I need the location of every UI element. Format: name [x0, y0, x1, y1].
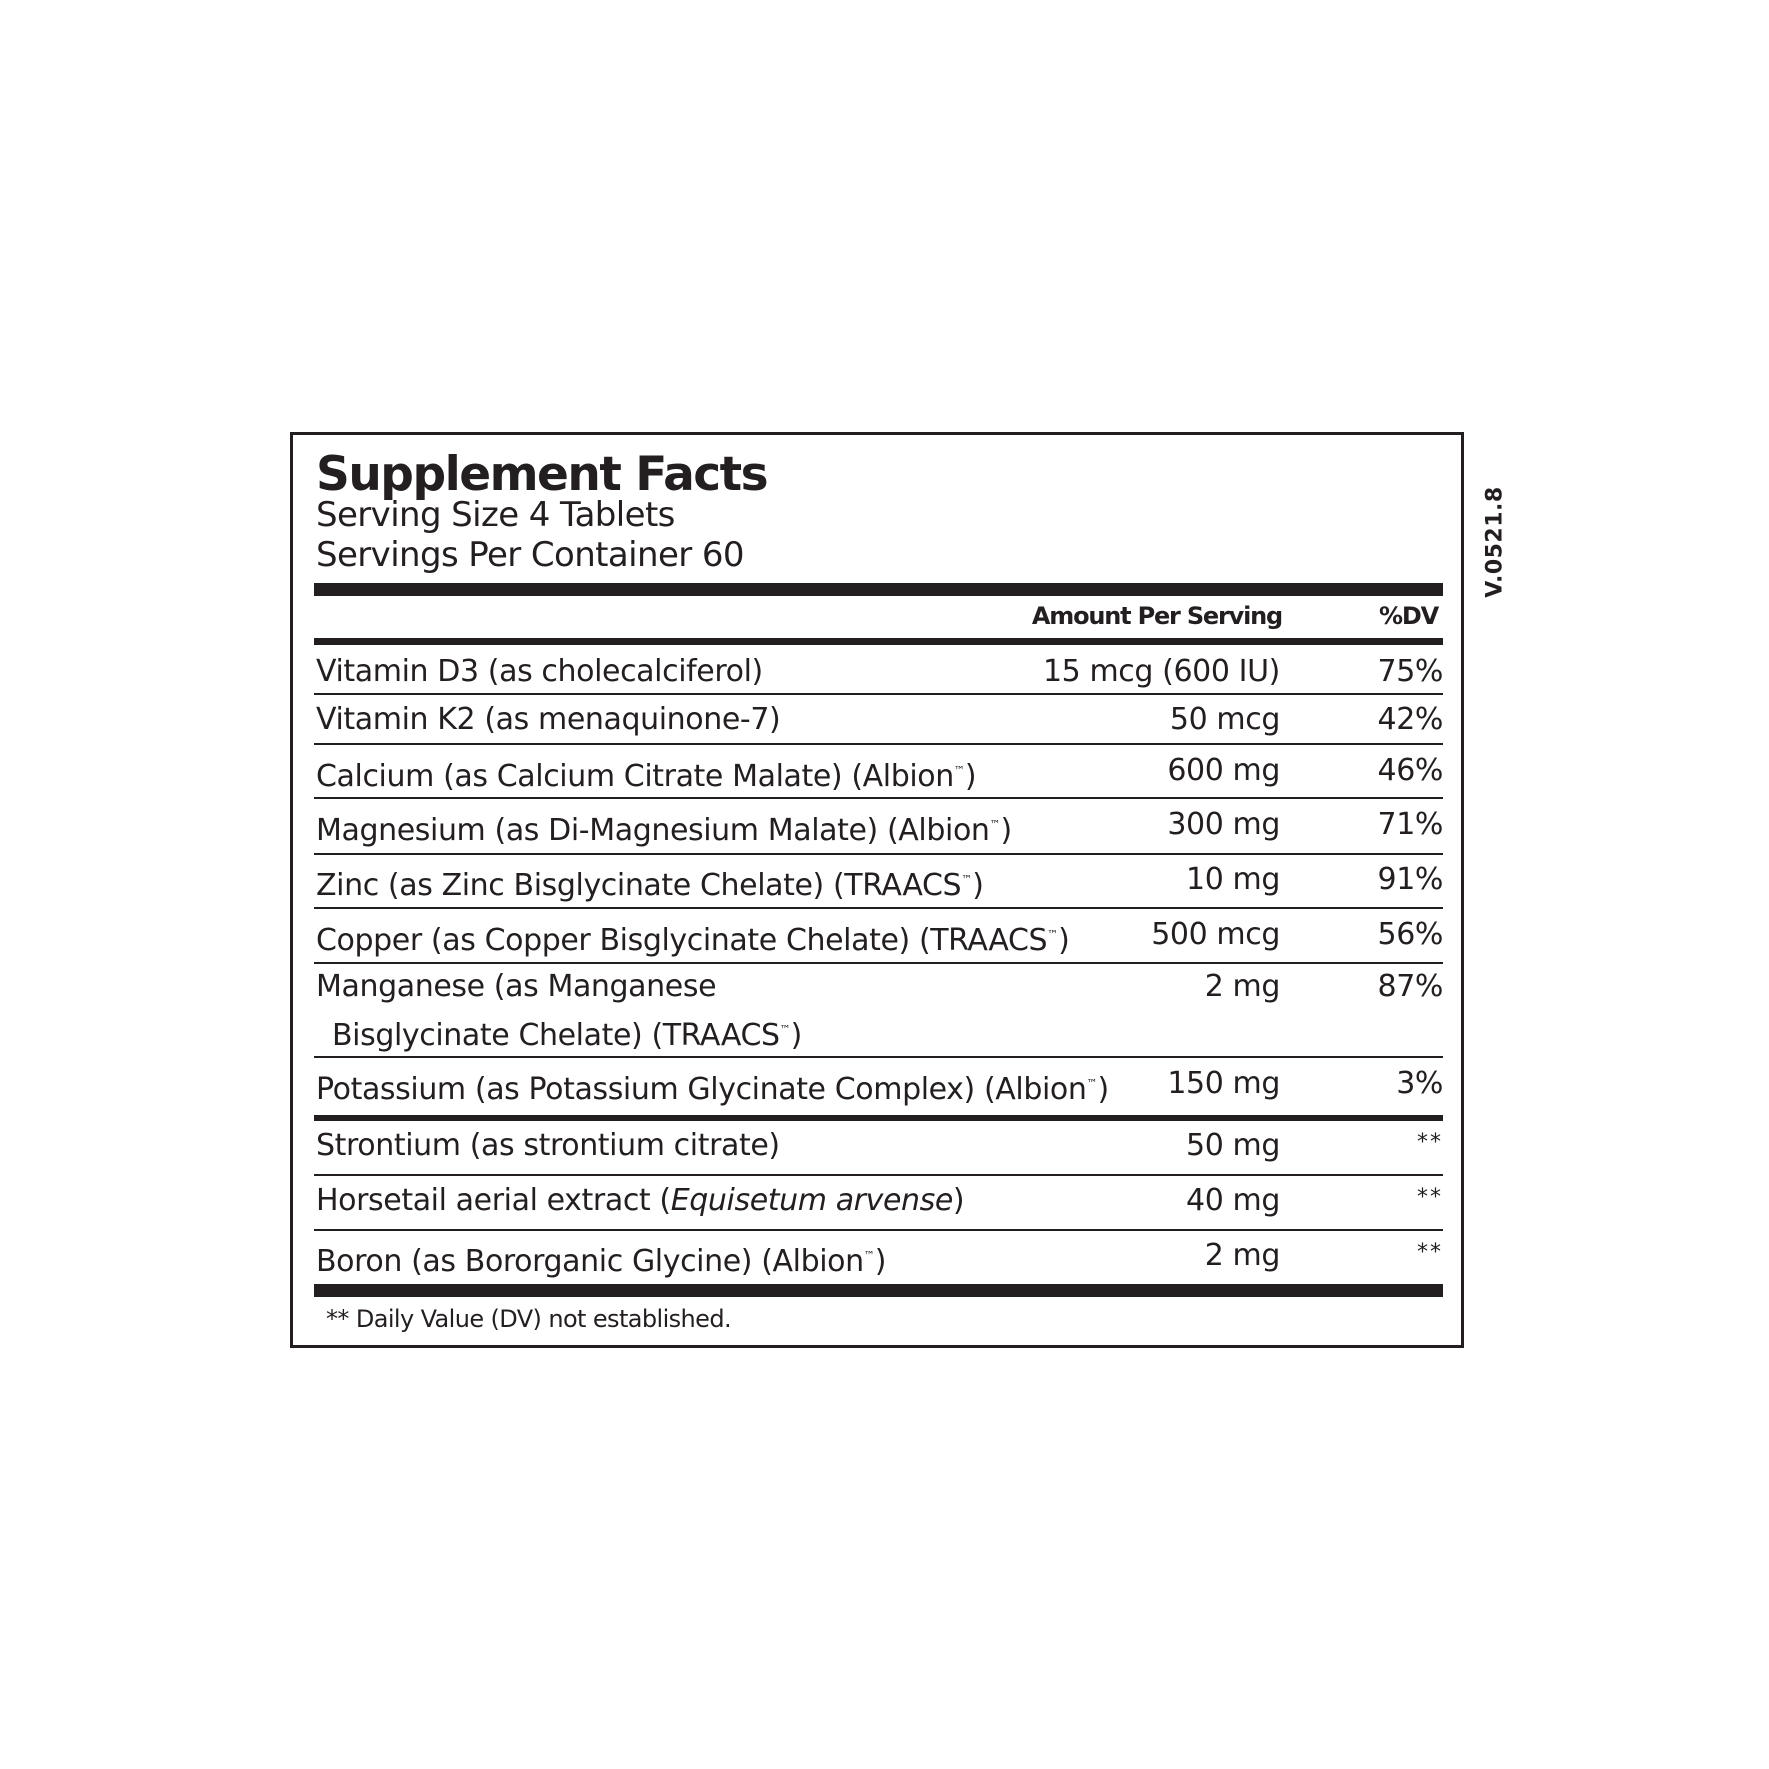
header-daily-value: %DV	[1379, 602, 1438, 630]
nutrient-amount: 600 mg	[1167, 753, 1280, 788]
nutrient-amount: 300 mg	[1167, 807, 1280, 842]
nutrient-amount: 15 mcg (600 IU)	[1042, 654, 1280, 689]
version-code-text: V.0521.8	[1482, 486, 1508, 598]
nutrient-name: Boron (as Bororganic Glycine) (Albion™)	[316, 1244, 887, 1279]
nutrient-dv: 56%	[1377, 917, 1443, 952]
nutrient-name: Magnesium (as Di-Magnesium Malate) (Albion™)	[316, 813, 1012, 848]
nutrient-name: Potassium (as Potassium Glycinate Complex) (Albion™)	[316, 1072, 1109, 1107]
nutrient-name: Copper (as Copper Bisglycinate Chelate) (TRAACS™)	[316, 923, 1070, 958]
nutrient-amount: 150 mg	[1167, 1066, 1280, 1101]
nutrient-dv: 91%	[1377, 862, 1443, 897]
nutrient-name: Calcium (as Calcium Citrate Malate) (Albion™)	[316, 759, 977, 794]
nutrient-amount: 500 mcg	[1151, 917, 1280, 952]
nutrient-dv: **	[1417, 1185, 1443, 1210]
nutrient-dv: 42%	[1377, 702, 1443, 737]
footnote: ** Daily Value (DV) not established.	[326, 1305, 731, 1333]
nutrient-amount: 50 mcg	[1169, 702, 1280, 737]
nutrient-amount: 10 mg	[1186, 862, 1280, 897]
nutrient-row	[314, 965, 1443, 1058]
nutrient-name: Vitamin K2 (as menaquinone-7)	[316, 702, 781, 737]
nutrient-amount: 2 mg	[1204, 1238, 1280, 1273]
nutrient-dv: 46%	[1377, 753, 1443, 788]
nutrient-amount: 40 mg	[1186, 1183, 1280, 1218]
nutrient-name: Vitamin D3 (as cholecalciferol)	[316, 654, 763, 689]
nutrient-dv: **	[1417, 1240, 1443, 1265]
nutrient-name: Horsetail aerial extract (Equisetum arvense)	[316, 1183, 965, 1218]
nutrient-name: Zinc (as Zinc Bisglycinate Chelate) (TRAACS™)	[316, 868, 984, 903]
nutrient-amount: 2 mg	[1204, 969, 1280, 1004]
nutrient-row	[314, 698, 1443, 745]
servings-per-container: Servings Per Container 60	[316, 535, 744, 575]
serving-size: Serving Size 4 Tablets	[316, 495, 675, 535]
nutrient-row	[314, 858, 1443, 909]
nutrient-row	[314, 650, 1443, 695]
nutrient-name-line2: Bisglycinate Chelate) (TRAACS™)	[332, 1018, 802, 1053]
nutrient-row	[314, 913, 1443, 964]
nutrient-row	[314, 1062, 1443, 1121]
nutrient-amount: 50 mg	[1186, 1128, 1280, 1163]
nutrient-dv: 3%	[1396, 1066, 1443, 1101]
nutrient-dv: 71%	[1377, 807, 1443, 842]
nutrient-dv: 75%	[1377, 654, 1443, 689]
supplement-facts-panel	[290, 432, 1464, 1348]
panel-title: Supplement Facts	[316, 447, 768, 502]
nutrient-row	[314, 1179, 1443, 1231]
divider-thick-bottom	[314, 1284, 1443, 1297]
nutrient-row	[314, 803, 1443, 855]
nutrient-name: Strontium (as strontium citrate)	[316, 1128, 780, 1163]
nutrient-dv: 87%	[1377, 969, 1443, 1004]
nutrient-row	[314, 1124, 1443, 1176]
divider-header	[314, 638, 1443, 645]
header-amount-per-serving: Amount Per Serving	[1031, 602, 1282, 630]
nutrient-dv: **	[1417, 1130, 1443, 1155]
nutrient-name: Manganese (as Manganese	[316, 969, 717, 1004]
divider-thick-top	[314, 583, 1443, 596]
nutrient-row	[314, 1234, 1443, 1284]
nutrient-row	[314, 749, 1443, 799]
